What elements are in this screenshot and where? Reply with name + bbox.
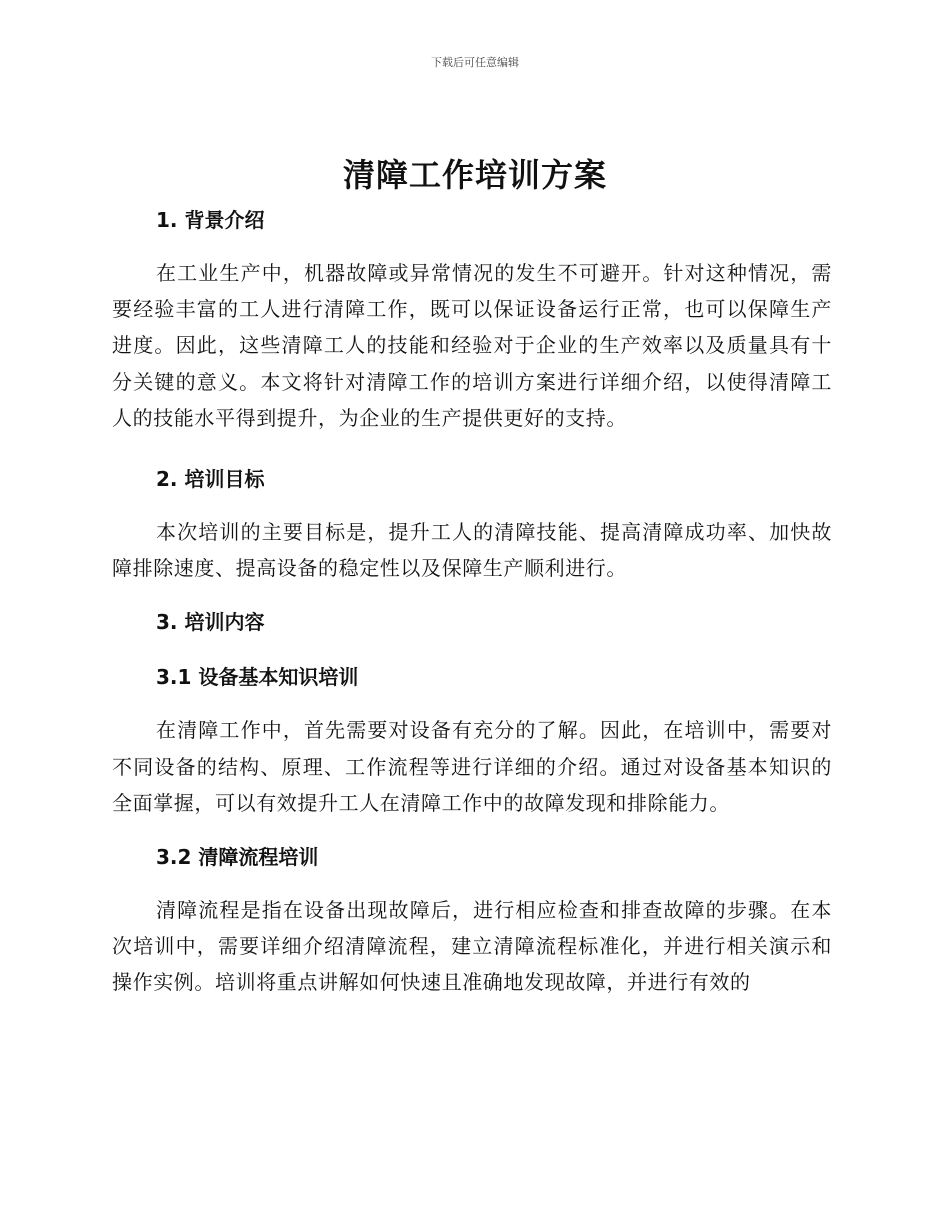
- section-equipment-knowledge: [112, 660, 832, 821]
- section-paragraph: 本次培训的主要目标是，提升工人的清障技能、提高清障成功率、加快故障排除速度、提高设备的稳定性以及保障生产顺利进行。: [112, 520, 832, 581]
- document-title: 清障工作培训方案: [342, 156, 607, 194]
- section-heading: 3.1 设备基本知识培训: [156, 665, 359, 690]
- section-goals: [112, 462, 832, 586]
- section-heading: 3. 培训内容: [156, 610, 265, 635]
- section-paragraph: 清障流程是指在设备出现故障后，进行相应检查和排查故障的步骤。在本次培训中，需要详细介绍清障流程，建立清障流程标准化，并进行相关演示和操作实例。培训将重点讲解如何快速且准确地发现故障，并进行有效的: [112, 898, 832, 995]
- section-heading: 3.2 清障流程培训: [156, 845, 319, 870]
- section-clearing-process: [112, 840, 832, 1001]
- section-content: [112, 605, 832, 639]
- section-background: [112, 203, 832, 436]
- section-heading: 2. 培训目标: [156, 467, 265, 492]
- section-paragraph: 在工业生产中，机器故障或异常情况的发生不可避开。针对这种情况，需要经验丰富的工人进行清障工作，既可以保证设备运行正常，也可以保障生产进度。因此，这些清障工人的技能和经验对于企业的生产效率以及质量具有十分关键的意义。本文将针对清障工作的培训方案进行详细介绍，以使得清障工人的技能水平得到提升，为企业的生产提供更好的支持。: [112, 261, 832, 430]
- header-note: 下载后可任意编辑: [431, 56, 519, 69]
- section-heading: 1. 背景介绍: [156, 208, 265, 232]
- document-body: [112, 203, 832, 1001]
- section-paragraph: 在清障工作中，首先需要对设备有充分的了解。因此，在培训中，需要对不同设备的结构、原理、工作流程等进行详细的介绍。通过对设备基本知识的全面掌握，可以有效提升工人在清障工作中的故障发现和排除能力。: [112, 718, 832, 815]
